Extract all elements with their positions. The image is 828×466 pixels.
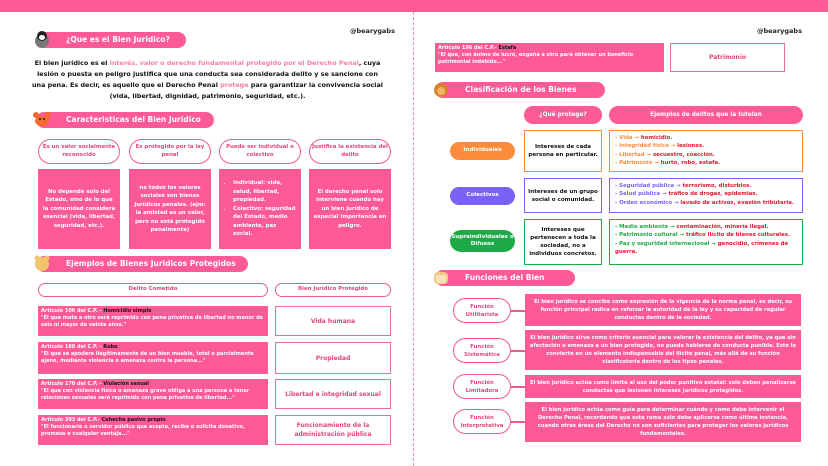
delito-name: Cohecho pasivo propio bbox=[101, 417, 166, 423]
bien-label: Salud pública bbox=[619, 191, 661, 198]
section-title-text: Caracteristicas del Bien Juridico bbox=[66, 115, 201, 124]
characteristic-body bbox=[219, 169, 301, 249]
delito-row-estafa bbox=[435, 43, 664, 72]
bullet-item: • Individual: vida, salud, libertad, propiedad. bbox=[233, 179, 297, 205]
crab-icon bbox=[32, 109, 52, 129]
articulo-text: "El que, con ánimo de lucro, engaña a otro para obtener un beneficio patrimonial indebido..." bbox=[438, 52, 634, 65]
ejemplo-line: - Medio ambiente → contaminación, minería ilegal. bbox=[615, 224, 769, 230]
funcion-interpretativa: Función Interpretativa bbox=[453, 409, 511, 434]
bien-label: Integridad física bbox=[619, 143, 669, 150]
ejemplos-box-individuales bbox=[609, 130, 803, 172]
intro-text: , cuya lesión o puesta en peligro justifica que una conducta sea considerada delito y se sancione con una pena. Es decir, es aquello que el Derecho Penal bbox=[32, 59, 381, 89]
bien-label: Patrimonio cultural bbox=[619, 232, 678, 239]
articulo-label: Artículo 188 del C.P. - bbox=[41, 344, 104, 350]
delito-name: Robo bbox=[103, 344, 118, 350]
ejemplo-line: - Libertad → secuestro, coacción. bbox=[615, 151, 715, 158]
delitos-label: hurto, robo, estafa. bbox=[660, 159, 721, 166]
characteristic-body: No depende solo del Estado, sino de lo que la comunidad considera esencial (vida, libertad, seguridad, etc.). bbox=[38, 169, 120, 249]
funcion-descripcion: El bien jurídico sirve como criterio esencial para valorar la existencia del delito, ya que sin afectación o amenaza a un bien protegido, no puede hablarse de conducta punible. Esto lo convierte en un elemento indispensable del ilícito penal, más allá de su función clasificatoria dentro de los tipos penales. bbox=[525, 330, 801, 370]
characteristic-body: no todos los valores sociales son bienes jurídicos penales. (ejm: la amistad es un valor, pero no está protegido penalmente) bbox=[129, 169, 211, 249]
intro-highlight: interés, valor o derecho fundamental protegido por el Derecho Penal bbox=[109, 59, 359, 67]
delitos-label: tráfico ilícito de bienes culturales. bbox=[685, 232, 791, 239]
ejemplo-line: - Patrimonio → hurto, robo, estafa. bbox=[615, 159, 721, 166]
ejemplo-line: - Paz y seguridad internacional → genocidio, crímenes de guerra. bbox=[615, 240, 789, 255]
top-banner bbox=[0, 0, 828, 12]
funcion-limitadora: Función Limitadora bbox=[453, 374, 511, 399]
articulo-label: Artículo 106 del C.P. - bbox=[41, 308, 104, 314]
intro-paragraph bbox=[30, 58, 385, 102]
right-page bbox=[415, 12, 828, 466]
characteristic-bullets bbox=[223, 179, 297, 239]
column-header-bien: Bien Jurídico Protegido bbox=[275, 283, 391, 297]
bien-label: Libertad bbox=[619, 151, 645, 158]
intro-text: para garantizar la convivencia social (vida, libertad, dignidad, patrimonio, seguridad, etc.). bbox=[109, 81, 383, 100]
articulo-text: "El que mata a otro será reprimido con pena privativa de libertad no menor de seis ni mayor de veinte años." bbox=[41, 315, 264, 328]
toast-icon bbox=[431, 267, 451, 287]
tipo-descripcion: Intereses de cada persona en particular. bbox=[524, 130, 602, 172]
section-title-text: Clasificación de los Bienes Juridicos bbox=[465, 85, 577, 110]
delito-row bbox=[38, 342, 268, 374]
ejemplo-line: - Patrimonio cultural → tráfico ilícito de bienes culturales. bbox=[615, 232, 791, 239]
tipo-colectivos: Colectivos bbox=[450, 187, 515, 205]
ejemplo-line: - Integridad física → lesiones. bbox=[615, 143, 705, 150]
ejemplo-line: - Vida → homicidio. bbox=[615, 135, 673, 141]
connector-line bbox=[511, 310, 525, 312]
articulo-text: "El que con violencia física o amenaza grave obliga a una persona a tener relaciones sexuales será reprimido con pena privativa de libertad..." bbox=[41, 388, 250, 401]
delito-row bbox=[38, 306, 268, 336]
delitos-label: contaminación, minería ilegal. bbox=[676, 224, 769, 230]
tipo-descripcion: Intereses de un grupo social o comunidad. bbox=[524, 178, 602, 213]
characteristic-header: Es protegido por la ley penal bbox=[129, 139, 211, 164]
funcion-descripcion: El bien jurídico se concibe como expresión de la vigencia de la norma penal, es decir, su función principal radica en reforzar la autoridad de la ley y su capacidad de regular conductas dentro de la sociedad. bbox=[525, 294, 801, 326]
delitos-label: homicidio. bbox=[640, 135, 673, 141]
delitos-label: lavado de activos, evasión tributaria. bbox=[680, 199, 794, 206]
section-title-que-es bbox=[36, 32, 186, 48]
section-title-text: Ejemplos de Bienes Juridicos Protegidos bbox=[66, 259, 236, 268]
penguin-icon bbox=[32, 29, 52, 49]
bien-label: Medio ambiente bbox=[619, 224, 669, 230]
bien-juridico-cell: Funcionamiento de la administración pública bbox=[275, 415, 391, 445]
delito-name: Violación sexual bbox=[103, 381, 149, 387]
characteristic-header: Es un valor socialmente reconocido bbox=[38, 139, 120, 164]
ejemplo-line: - Salud pública → tráfico de drogas, epidemias. bbox=[615, 191, 758, 198]
funcion-descripcion: El bien jurídico actúa como guía para determinar cuándo y cómo debe intervenir el Derecho Penal, recordando que esta rama solo debe aplicarse como última instancia, cuando otras áreas del Derecho no son suficientes para proteger los valores jurídicos fundamentales. bbox=[525, 402, 801, 442]
column-header-delito: Delito Cometido bbox=[38, 283, 268, 297]
funcion-sistematica: Función Sistemática bbox=[453, 338, 511, 363]
funcion-descripcion: El bien jurídico actúa como límite al uso del poder punitivo estatal: solo deben penalizarse conductas que lesionen intereses jurídicos protegidos. bbox=[525, 375, 801, 398]
column-header-protege: ¿Qué protege? bbox=[524, 106, 602, 124]
intro-highlight: protege bbox=[220, 81, 249, 89]
characteristic-body: El derecho penal solo interviene cuando hay un bien jurídico de especial importancia en peligro. bbox=[309, 169, 391, 249]
ejemplos-box-colectivos bbox=[609, 178, 803, 213]
articulo-label: Artículo 170 del C.P. - bbox=[41, 381, 104, 387]
connector-line bbox=[511, 421, 525, 423]
bien-label: Vida bbox=[619, 135, 633, 141]
author-handle: @bearygabs bbox=[757, 27, 802, 35]
section-title-clasificacion bbox=[435, 82, 605, 110]
section-title-ejemplos bbox=[36, 256, 248, 272]
characteristic-header: Puede ser individual o colectivo bbox=[219, 139, 301, 164]
characteristic-header: Justifica la existencia del delito bbox=[309, 139, 391, 164]
delitos-label: lesiones. bbox=[677, 143, 705, 150]
delito-row bbox=[38, 379, 268, 409]
tipo-individuales: Individuales bbox=[450, 142, 515, 160]
ejemplo-line: - Orden económico → lavado de activos, evasión tributaria. bbox=[615, 199, 794, 206]
ejemplo-line: - Seguridad pública → terrorismo, disturbios. bbox=[615, 183, 752, 189]
articulo-label: Artículo 196 del C.P.- bbox=[438, 45, 499, 51]
bien-label: Orden económico bbox=[619, 199, 673, 206]
page-divider bbox=[413, 12, 414, 466]
section-title-text: ¿Que es el Bien Juridico? bbox=[66, 35, 170, 44]
delitos-label: tráfico de drogas, epidemias. bbox=[668, 191, 758, 198]
tipo-supraindividuales: Supraindividuales o Difusos bbox=[450, 230, 515, 252]
bien-juridico-cell: Propiedad bbox=[275, 342, 391, 374]
squirrel-icon bbox=[431, 79, 451, 99]
connector-line bbox=[511, 386, 525, 388]
left-page bbox=[0, 12, 413, 466]
bien-juridico-cell: Patrimonio bbox=[670, 43, 785, 72]
ejemplos-box-supraindividuales bbox=[609, 219, 803, 265]
articulo-text: "El que se apodera ilegítimamente de un bien mueble, total o parcialmente ajeno, mediante violencia o amenaza contra la persona..." bbox=[41, 351, 254, 364]
section-title-funciones bbox=[435, 270, 575, 298]
funcion-utilitarista: Función Utilitarista bbox=[453, 298, 511, 323]
author-handle: @bearygabs bbox=[350, 27, 395, 35]
delitos-label: terrorismo, disturbios. bbox=[682, 183, 752, 189]
delito-name: Estafa bbox=[498, 45, 517, 51]
bullet-item: • Colectivo: seguridad del Estado, medio ambiente, paz social. bbox=[233, 205, 297, 239]
delito-row bbox=[38, 415, 268, 445]
articulo-text: "El funcionario o servidor público que acepta, recibe o solicita donativo, promesa o cualquier ventaja..." bbox=[41, 424, 245, 437]
delitos-label: secuestro, coacción. bbox=[652, 151, 715, 158]
tipo-descripcion: Intereses que pertenecen a toda la sociedad, no a individuos concretos. bbox=[524, 219, 602, 265]
bien-label: Patrimonio bbox=[619, 159, 653, 166]
bien-label: Seguridad pública bbox=[619, 183, 675, 189]
intro-text: El bien jurídico es el bbox=[34, 59, 110, 67]
section-title-text: Funciones del Bien Juridico bbox=[465, 273, 545, 298]
bear-icon bbox=[32, 253, 52, 273]
section-title-caracteristicas bbox=[36, 112, 214, 128]
articulo-label: Artículo 393 del C.P.- bbox=[41, 417, 102, 423]
connector-line bbox=[511, 350, 525, 352]
bien-label: Paz y seguridad internacional bbox=[619, 240, 710, 247]
bien-juridico-cell: Libertad e integridad sexual bbox=[275, 379, 391, 409]
delitos-label: genocidio, crímenes de guerra. bbox=[615, 240, 789, 255]
delito-name: Homicidio simple bbox=[103, 308, 152, 314]
bien-juridico-cell: Vida humana bbox=[275, 306, 391, 336]
column-header-ejemplos: Ejemplos de delitos que la tutelan bbox=[609, 106, 803, 124]
